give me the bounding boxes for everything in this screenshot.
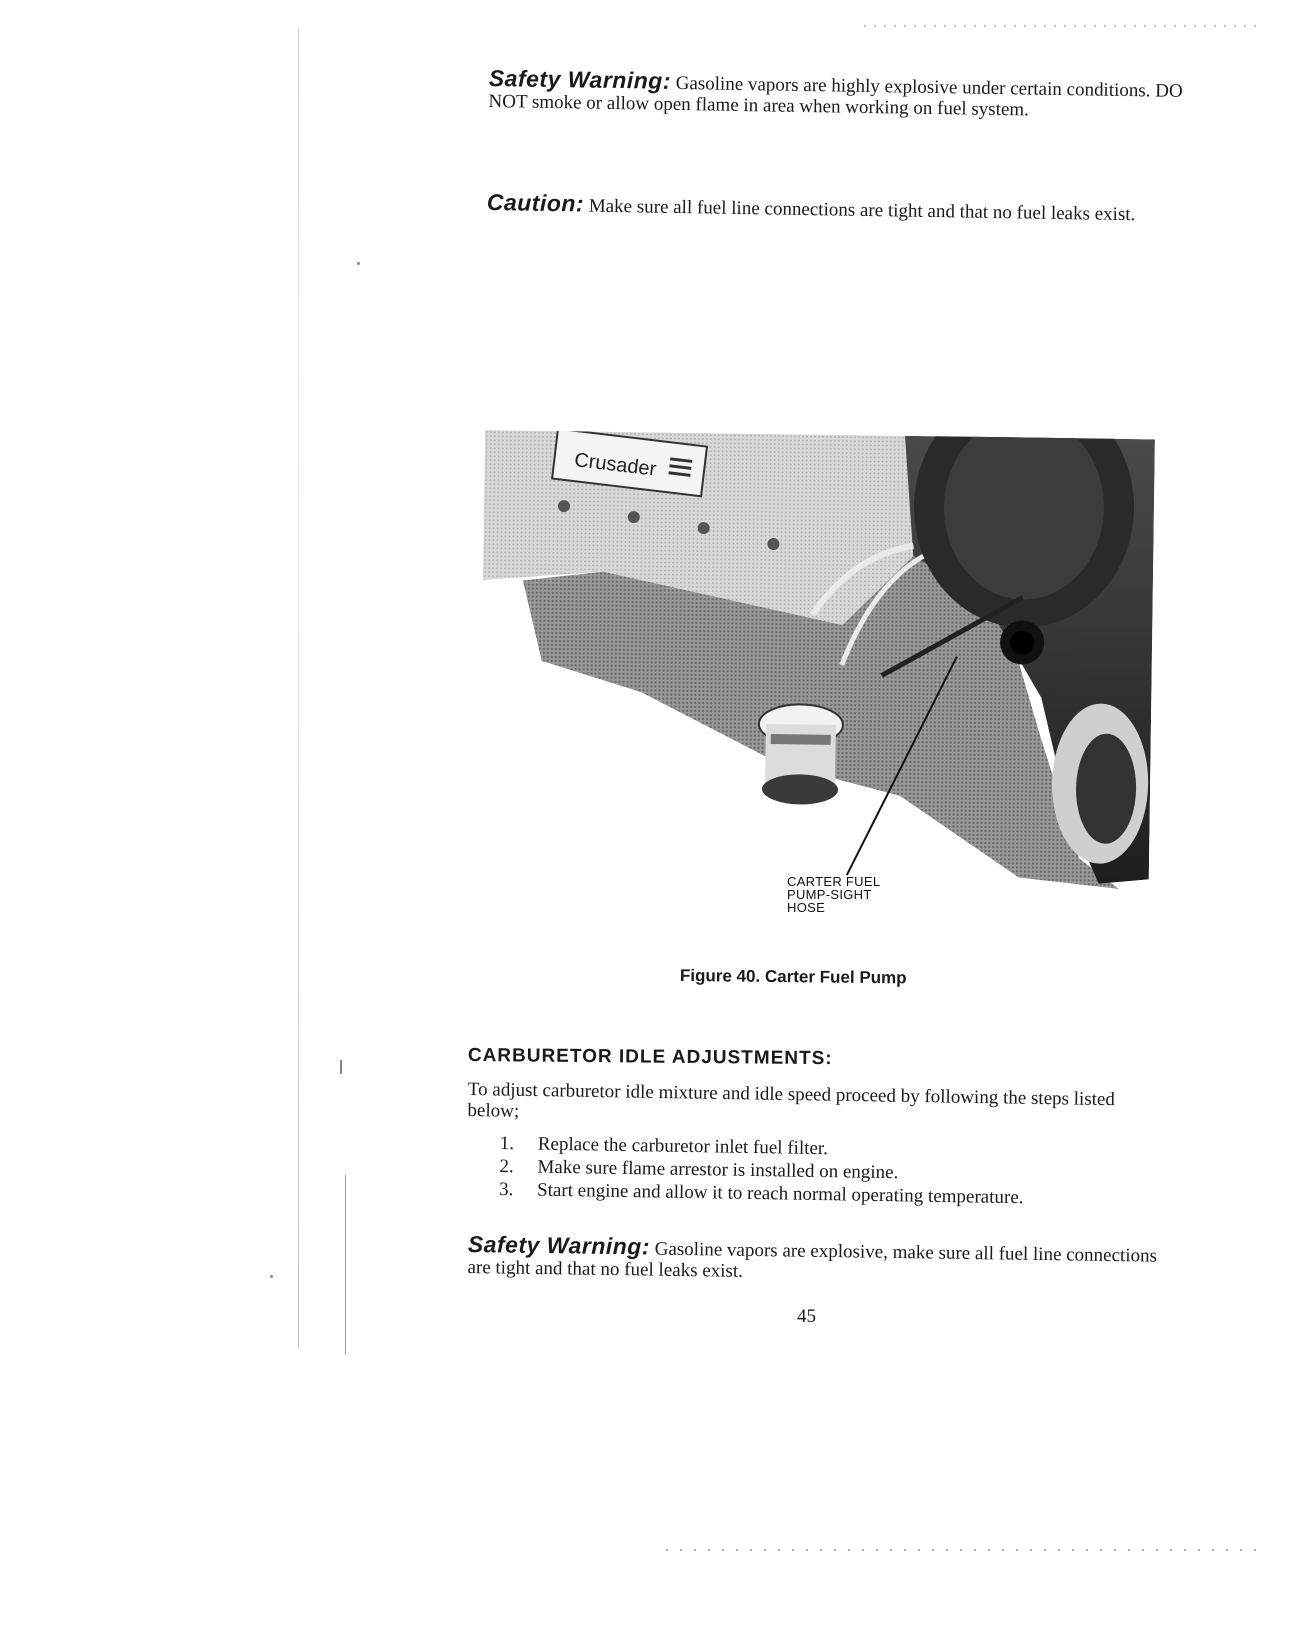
section-intro: To adjust carburetor idle mixture and idle speed proceed by following the steps listed below; bbox=[467, 1079, 1116, 1122]
engine-photo-figure bbox=[479, 430, 1155, 901]
scan-speck bbox=[340, 1060, 342, 1074]
caution-label: Caution: bbox=[486, 189, 585, 217]
callout-line-2: PUMP-SIGHT bbox=[787, 887, 872, 902]
figure-callout bbox=[787, 875, 947, 914]
scan-speck bbox=[270, 1275, 273, 1278]
caution-text: Make sure all fuel line connections are tight and that no fuel leaks exist. bbox=[583, 195, 1136, 226]
step-number: 2. bbox=[499, 1155, 514, 1178]
step-text: Make sure flame arrestor is installed on engine. bbox=[537, 1156, 899, 1184]
step-number: 1. bbox=[499, 1132, 515, 1155]
callout-line-3: HOSE bbox=[787, 900, 826, 915]
step-text: Start engine and allow it to reach normal operating temperature. bbox=[536, 1179, 1024, 1209]
scan-noise-bottom bbox=[660, 1548, 1260, 1552]
page-margin-line bbox=[345, 1175, 346, 1355]
steps-list bbox=[499, 1132, 1180, 1212]
scan-noise-top bbox=[860, 24, 1260, 28]
figure-caption: Figure 40. Carter Fuel Pump bbox=[679, 966, 907, 988]
section-heading: CARBURETOR IDLE ADJUSTMENTS: bbox=[467, 1045, 833, 1070]
safety-warning-bottom bbox=[467, 1231, 1168, 1288]
safety-warning-label: Safety Warning: bbox=[488, 65, 672, 94]
safety-warning-text: Gasoline vapors are explosive, make sure all fuel line connections are tight and that no fuel leaks exist. bbox=[467, 1238, 1158, 1282]
engine-photo bbox=[479, 430, 1155, 901]
step-text: Replace the carburetor inlet fuel filter. bbox=[537, 1133, 829, 1160]
safety-warning-label: Safety Warning: bbox=[467, 1231, 651, 1260]
scan-speck bbox=[357, 262, 360, 265]
step-number: 3. bbox=[498, 1178, 514, 1201]
page-number: 45 bbox=[797, 1306, 816, 1327]
safety-warning-text: Gasoline vapors are highly explosive under certain conditions. DO NOT smoke or allow open flame in area when working on fuel system. bbox=[488, 72, 1183, 121]
page-binding-line bbox=[298, 28, 299, 1348]
safety-warning-top bbox=[488, 65, 1189, 123]
caution-note bbox=[486, 189, 1187, 226]
brand-plate-text: Crusader bbox=[573, 449, 658, 481]
callout-line-1: CARTER FUEL bbox=[787, 874, 881, 889]
